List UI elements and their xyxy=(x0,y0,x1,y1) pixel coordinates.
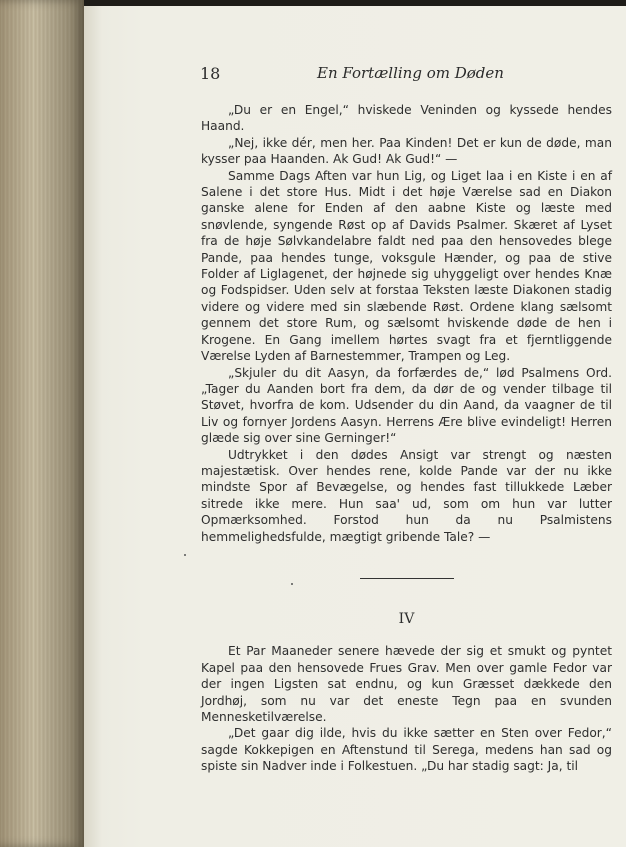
ink-speck xyxy=(184,554,186,556)
paragraph: Samme Dags Aften var hun Lig, og Liget laa i en Kiste i en af Salene i det store Hus. Midt i det høje Værelse sad en Diakon ganske alene for Enden af den aabne Kiste og læste med snøvlende, syngende Røst op af Davids Psalmer. Skæret af Lyset fra de høje Sølvkandelabre faldt ned paa den hensovedes blege Pande, paa hendes tunge, voksgule Hænder, og paa de stive Folder af Liglagenet, der højnede sig uhyggeligt over hendes Knæ og Fodspidser. Uden selv at forstaa Teksten læste Diakonen stadig videre og videre med sin slæbende Røst. Ordene klang sælsomt gennem det store Rum, og sælsomt hviskende døde de hen i Krogene. En Gang imellem hørtes svagt fra et fjerntliggende Værelse Lyden af Barnestemmer, Trampen og Leg. xyxy=(201,168,612,364)
page-body xyxy=(201,102,612,775)
paragraph: Udtrykket i den dødes Ansigt var strengt og næsten majestætisk. Over hendes rene, kolde Pande var der nu ikke mindste Spor af Bevægelse, og hendes fast tillukkede Læber sitrede ikke mere. Hun saa' ud, som om hun var lutter Opmærksomhed. Forstod hun da nu Psalmistens hemmelighedsfulde, mægtigt gribende Tale? — xyxy=(201,447,612,544)
section-two xyxy=(201,611,612,775)
paragraph: „Det gaar dig ilde, hvis du ikke sætter en Sten over Fedor,“ sagde Kokkepigen en Aftenstund til Serega, medens han sad og spiste sin Nadver inde i Folkestuen. „Du har stadig sagt: Ja, til xyxy=(201,726,612,774)
section-one xyxy=(201,102,612,545)
section-number: IV xyxy=(398,610,415,627)
page-header xyxy=(84,64,626,88)
paragraph: Et Par Maaneder senere hævede der sig et smukt og pyntet Kapel paa den hensovede Frues Grav. Men over gamle Fedor var der ingen Ligsten sat endnu, og kun Græsset dækkede den Jordhøj, som nu var det eneste Tegn paa en svunden Mennesketilværelse. xyxy=(201,644,612,724)
book-page xyxy=(84,6,626,847)
paragraph: „Nej, ikke dér, men her. Paa Kinden! Det er kun de døde, man kysser paa Haanden. Ak Gud! Ak Gud!“ — xyxy=(201,135,612,167)
section-divider xyxy=(360,578,454,579)
page-number: 18 xyxy=(200,64,221,83)
paragraph: „Du er en Engel,“ hviskede Veninden og kyssede hendes Haand. xyxy=(201,103,612,134)
running-title: En Fortælling om Døden xyxy=(317,64,504,82)
book-page-edges xyxy=(0,0,84,847)
paragraph: „Skjuler du dit Aasyn, da forfærdes de,“ lød Psalmens Ord. „Tager du Aanden bort fra dem, da dør de og vender tilbage til Støvet, hvorfra de kom. Udsender du din Aand, da vaagner de til Liv og fornyer Jordens Aasyn. Herrens Ære blive evindeligt! Herren glæde sig over sine Gerninger!“ xyxy=(201,365,612,446)
